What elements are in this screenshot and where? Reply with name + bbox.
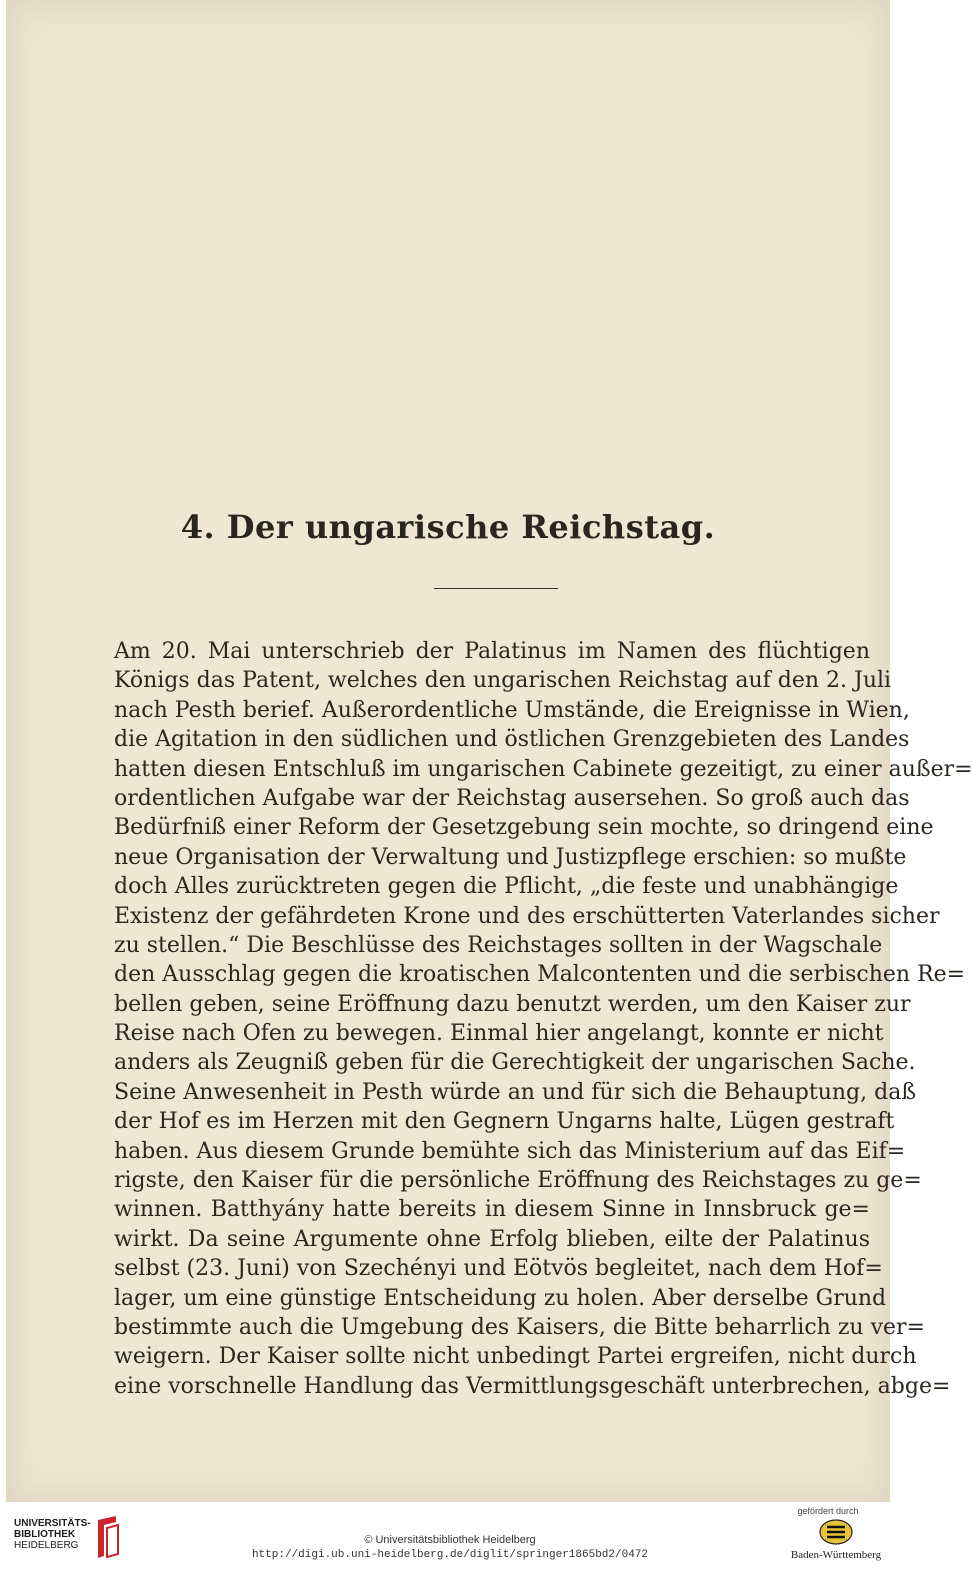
text-line: Seine Anwesenheit in Pesth würde an und für sich die Behauptung, daß <box>114 1079 917 1105</box>
text-line: wirkt. Da seine Argumente ohne Erfolg blieben, eilte der Palatinus <box>114 1226 870 1252</box>
text-line: Königs das Patent, welches den ungarischen Reichstag auf den 2. Juli <box>114 668 892 694</box>
text-line: rigste, den Kaiser für die persönliche Eröffnung des Reichstages zu ge= <box>114 1168 922 1194</box>
library-name-line1: UNIVERSITÄTS- <box>14 1518 91 1529</box>
scanned-page <box>6 0 973 1502</box>
copyright-notice: © Universitätsbibliothek Heidelberg <box>364 1534 536 1546</box>
text-line: bellen geben, seine Eröffnung dazu benutzt werden, um den Kaiser zur <box>114 991 911 1017</box>
text-line: eine vorschnelle Handlung das Vermittlungsgeschäft unterbrechen, abge= <box>114 1373 951 1399</box>
text-line: die Agitation in den südlichen und östlichen Grenzgebieten des Landes <box>114 727 910 753</box>
text-line: Bedürfniß einer Reform der Gesetzgebung sein mochte, so dringend eine <box>114 815 934 841</box>
library-name-line3: HEIDELBERG <box>14 1540 79 1551</box>
chapter-title: 4. Der ungarische Reichstag. <box>180 508 716 546</box>
text-line: lager, um eine günstige Entscheidung zu holen. Aber derselbe Grund <box>114 1285 887 1311</box>
source-url[interactable]: http://digi.ub.uni-heidelberg.de/diglit/springer1865bd2/0472 <box>251 1549 649 1561</box>
funder-name: Baden-Württemberg <box>790 1549 882 1561</box>
text-line: anders als Zeugniß geben für die Gerechtigkeit der ungarischen Sache. <box>114 1050 916 1076</box>
text-line: Reise nach Ofen zu bewegen. Einmal hier angelangt, konnte er nicht <box>114 1021 884 1047</box>
text-line: der Hof es im Herzen mit den Gegnern Ungarns halte, Lügen gestraft <box>114 1109 895 1135</box>
body-text <box>114 637 973 1401</box>
text-line: winnen. Batthyány hatte bereits in diesem Sinne in Innsbruck ge= <box>114 1197 870 1223</box>
text-line: Am 20. Mai unterschrieb der Palatinus im Namen des flüchtigen <box>114 639 870 664</box>
text-line: doch Alles zurücktreten gegen die Pflicht, „die feste und unabhängige <box>114 874 899 900</box>
library-name-line2: BIBLIOTHEK <box>14 1529 76 1540</box>
text-line: zu stellen.“ Die Beschlüsse des Reichstages sollten in der Wagschale <box>114 932 883 958</box>
text-line: neue Organisation der Verwaltung und Justizpflege erschien: so mußte <box>114 844 907 870</box>
text-line: haben. Aus diesem Grunde bemühte sich das Ministerium auf das Eif= <box>114 1138 906 1164</box>
text-line: bestimmte auch die Umgebung des Kaisers, die Bitte beharrlich zu ver= <box>114 1314 925 1340</box>
funded-by-label: gefördert durch <box>797 1506 859 1516</box>
baden-wuerttemberg-emblem-icon <box>818 1518 854 1546</box>
text-line: nach Pesth berief. Außerordentliche Umstände, die Ereignisse in Wien, <box>114 697 910 723</box>
text-line: Existenz der gefährdeten Krone und des erschütterten Vaterlandes sicher <box>114 903 940 929</box>
text-line: den Ausschlag gegen die kroatischen Malcontenten und die serbischen Re= <box>114 962 966 988</box>
text-line: selbst (23. Juni) von Szechényi und Eötvös begleitet, nach dem Hof= <box>114 1256 883 1282</box>
title-divider <box>434 588 558 589</box>
text-line: ordentlichen Aufgabe war der Reichstag ausersehen. So groß auch das <box>114 785 910 811</box>
text-line: hatten diesen Entschluß im ungarischen Cabinete gezeitigt, zu einer außer= <box>114 756 973 782</box>
text-line: weigern. Der Kaiser sollte nicht unbedingt Partei ergreifen, nicht durch <box>114 1344 917 1370</box>
